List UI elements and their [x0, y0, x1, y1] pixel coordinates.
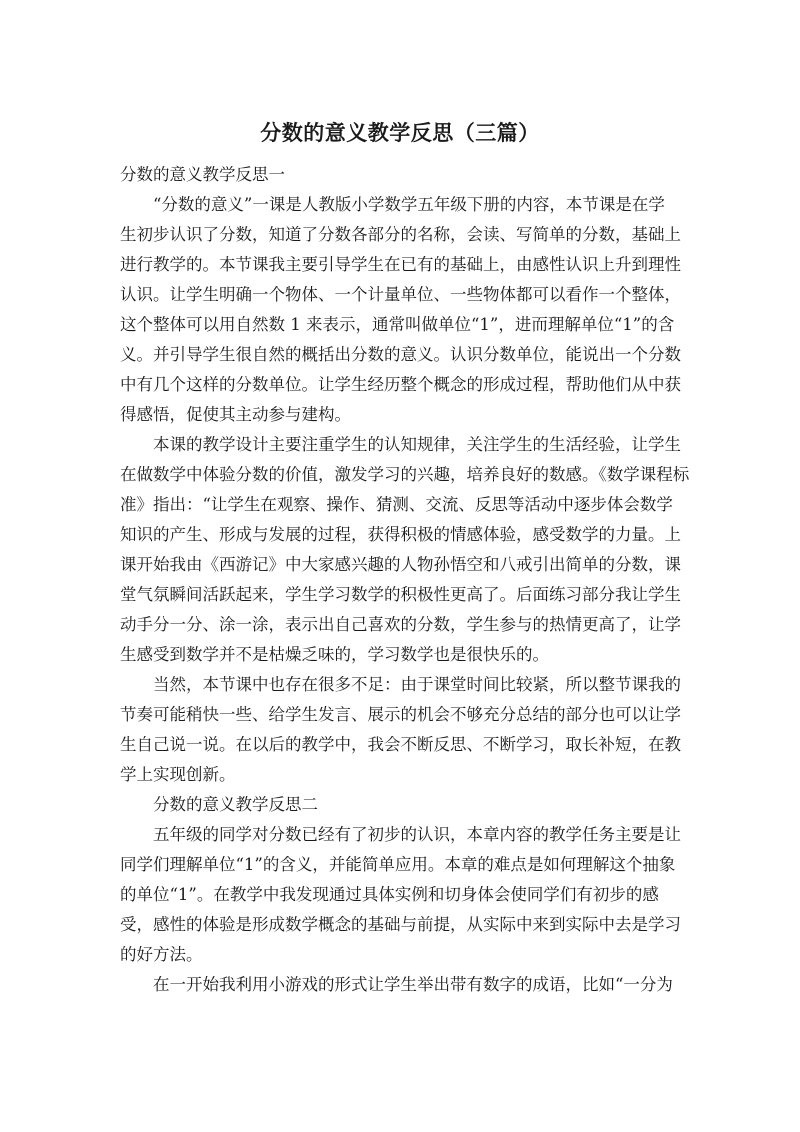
paragraph-line: 生自己说一说。在以后的教学中，我会不断反思、不断学习，取长补短，在教 [120, 735, 681, 754]
paragraph-line: 中有几个这样的分数单位。让学生经历整个概念的形成过程，帮助他们从中获 [120, 375, 681, 394]
paragraph-line: 受，感性的体验是形成数学概念的基础与前提，从实际中来到实际中去是学习 [120, 915, 681, 934]
paragraph [120, 970, 680, 1000]
section-heading-1: 分数的意义教学反思一 [120, 165, 285, 184]
section-heading-2: 分数的意义教学反思二 [153, 795, 318, 814]
paragraph-line: 在一开始我利用小游戏的形式让学生举出带有数字的成语，比如“一分为 [153, 975, 673, 994]
paragraph-line: 得感悟，促使其主动参与建构。 [120, 405, 351, 424]
paragraph-line: 课开始我由《西游记》中大家感兴趣的人物孙悟空和八戒引出简单的分数，课 [120, 555, 681, 574]
paragraph [120, 670, 680, 790]
paragraph-line: 当然，本节课中也存在很多不足：由于课堂时间比较紧，所以整节课我的 [153, 675, 681, 694]
paragraph-line: 堂气氛瞬间活跃起来，学生学习数学的积极性更高了。后面练习部分我让学生 [120, 585, 681, 604]
paragraph-line: 的好方法。 [120, 945, 203, 964]
paragraph-line: 在做数学中体验分数的价值，激发学习的兴趣，培养良好的数感。《数学课程标 [120, 465, 690, 484]
paragraph-line: 生感受到数学并不是枯燥乏味的，学习数学也是很快乐的。 [120, 645, 549, 664]
paragraph-line: 义。并引导学生很自然的概括出分数的意义。认识分数单位，能说出一个分数 [120, 345, 681, 364]
paragraph-line: 知识的产生、形成与发展的过程，获得积极的情感体验，感受数学的力量。上 [120, 525, 681, 544]
paragraph-line: 同学们理解单位“1”的含义，并能简单应用。本章的难点是如何理解这个抽象 [120, 855, 676, 874]
paragraph-line: 动手分一分、涂一涂，表示出自己喜欢的分数，学生参与的热情更高了，让学 [120, 615, 681, 634]
paragraph [120, 820, 680, 970]
paragraph-line: 准》指出：“让学生在观察、操作、猜测、交流、反思等活动中逐步体会数学 [120, 495, 673, 514]
paragraph-line: 的单位“1”。在教学中我发现通过具体实例和切身体会使同学们有初步的感 [120, 885, 659, 904]
document-body [120, 160, 690, 1000]
paragraph-line: 节奏可能稍快一些、给学生发言、展示的机会不够充分总结的部分也可以让学 [120, 705, 681, 724]
paragraph-line: 这个整体可以用自然数 1 来表示，通常叫做单位“1”，进而理解单位“1”的含 [120, 315, 675, 334]
paragraph-line: 本课的教学设计主要注重学生的认知规律，关注学生的生活经验，让学生 [153, 435, 681, 454]
document-title: 分数的意义教学反思（三篇） [260, 121, 540, 145]
paragraph [120, 190, 680, 430]
paragraph [120, 430, 690, 670]
paragraph-line: “分数的意义”一课是人教版小学数学五年级下册的内容，本节课是在学 [153, 195, 665, 214]
paragraph-line: 认识。让学生明确一个物体、一个计量单位、一些物体都可以看作一个整体， [120, 285, 681, 304]
paragraph-line: 五年级的同学对分数已经有了初步的认识，本章内容的教学任务主要是让 [153, 825, 681, 844]
paragraph-line: 进行教学的。本节课我主要引导学生在已有的基础上，由感性认识上升到理性 [120, 255, 681, 274]
paragraph-line: 生初步认识了分数，知道了分数各部分的名称，会读、写简单的分数，基础上 [120, 225, 681, 244]
paragraph-line: 学上实现创新。 [120, 765, 236, 784]
